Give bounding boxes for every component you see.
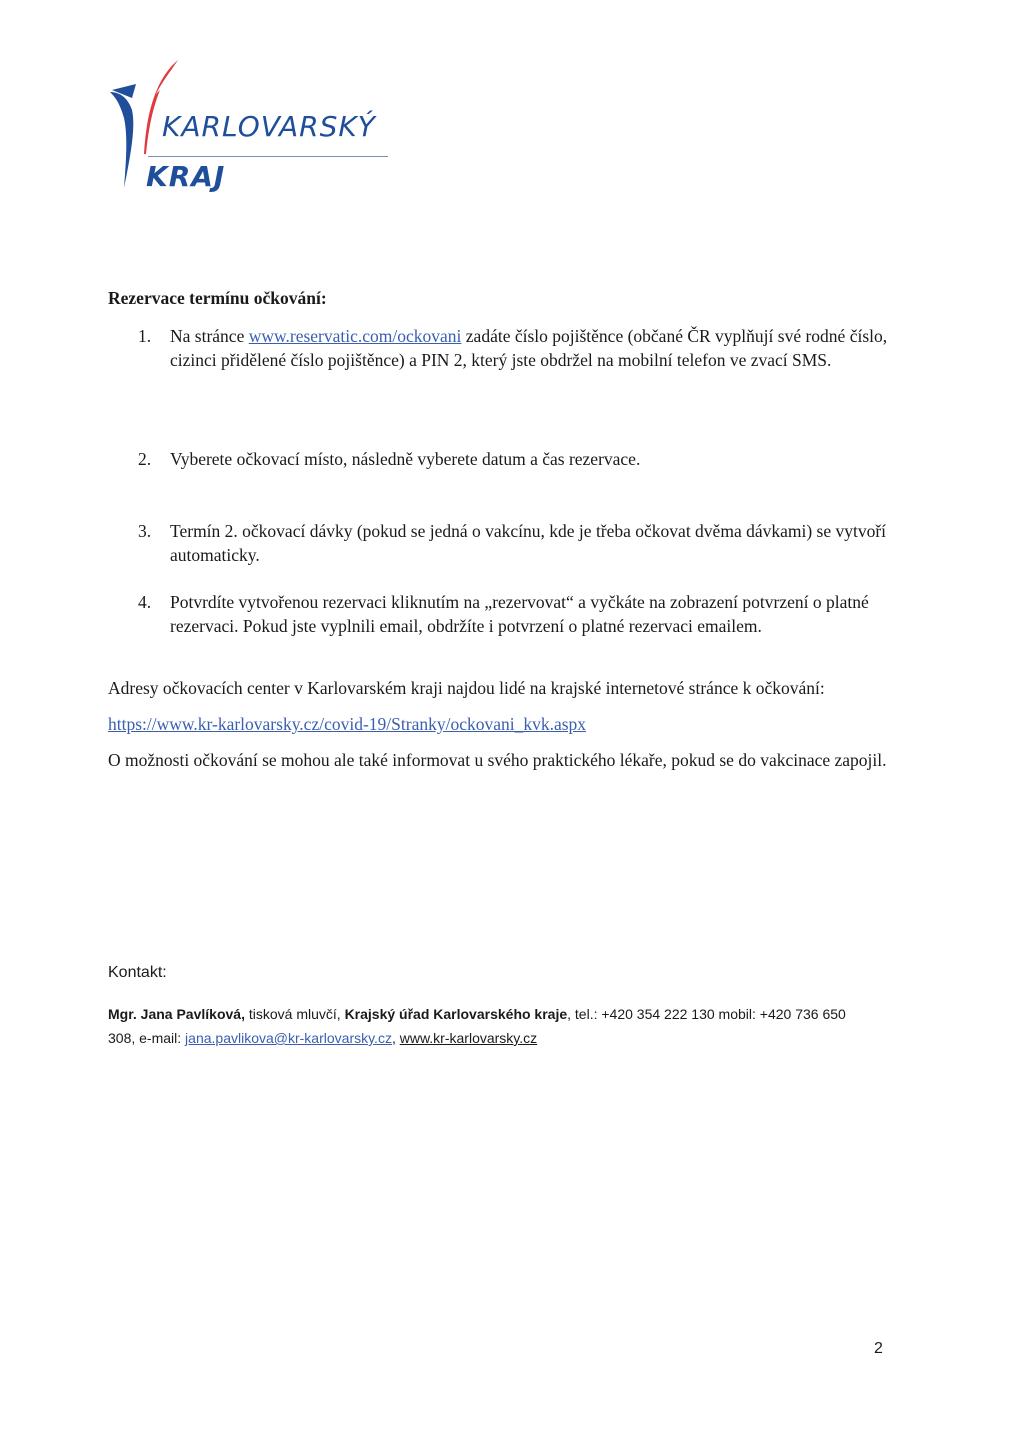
section-heading: Rezervace termínu očkování: (108, 288, 327, 308)
list-item-number: 2. (138, 449, 152, 469)
page-number: 2 (874, 1340, 883, 1357)
vaccination-centers-link[interactable]: https://www.kr-karlovarsky.cz/covid-19/Stranky/ockovani_kvk.aspx (108, 714, 587, 734)
logo-text-line2: KRAJ (146, 160, 226, 193)
list-item-number: 3. (138, 521, 152, 541)
list-item-text (170, 324, 890, 372)
logo-text-line1: KARLOVARSKÝ (162, 110, 376, 143)
contact-office: Krajský úřad Karlovarského kraje (344, 1006, 568, 1022)
step-text-after: zadáte číslo pojištěnce (občané ČR vyplňují své rodné číslo, cizinci přidělené číslo pojištěnce) a PIN 2, který jste obdržel na mobilní telefon ve zvací SMS. (170, 326, 888, 370)
addresses-paragraph: Adresy očkovacích center v Karlovarském kraji najdou lidé na krajské internetové stránce k očkování: (108, 678, 825, 698)
reservatic-link[interactable]: www.reservatic.com/ockovani (248, 326, 462, 346)
logo-divider (148, 156, 388, 157)
list-item-number: 1. (138, 326, 152, 346)
karlovarsky-kraj-logo (106, 58, 406, 198)
list-item-text: Vyberete očkovací místo, následně vyberete datum a čas rezervace. (170, 449, 641, 469)
list-item-number: 4. (138, 592, 152, 612)
addresses-link-line (108, 712, 898, 736)
contact-label: Kontakt: (108, 964, 167, 981)
contact-role: tisková mluvčí, (244, 1006, 345, 1022)
contact-separator: , (391, 1030, 400, 1046)
contact-phones: , tel.: +420 354 222 130 mobil: +420 736 650 308, e-mail: (108, 1006, 846, 1046)
list-item-text: Potvrdíte vytvořenou rezervaci kliknutím na „rezervovat“ a vyčkáte na zobrazení potvrzení o platné rezervaci. Pokud jste vyplnili email, obdržíte i potvrzení o platné rezervaci emailem. (170, 592, 869, 636)
step-text-before: Na stránce (170, 326, 249, 346)
list-item-text: Termín 2. očkovací dávky (pokud se jedná o vakcínu, kde je třeba očkovat dvěma dávkami) se vytvoří automaticky. (170, 521, 887, 565)
contact-web-link[interactable]: www.kr-karlovarsky.cz (399, 1030, 538, 1046)
contact-name: Mgr. Jana Pavlíková, (108, 1006, 245, 1022)
doctor-paragraph: O možnosti očkování se mohou ale také informovat u svého praktického lékaře, pokud se do vakcinace zapojil. (108, 750, 887, 770)
contact-block (108, 1002, 868, 1050)
contact-email-link[interactable]: jana.pavlikova@kr-karlovarsky.cz (185, 1030, 392, 1046)
